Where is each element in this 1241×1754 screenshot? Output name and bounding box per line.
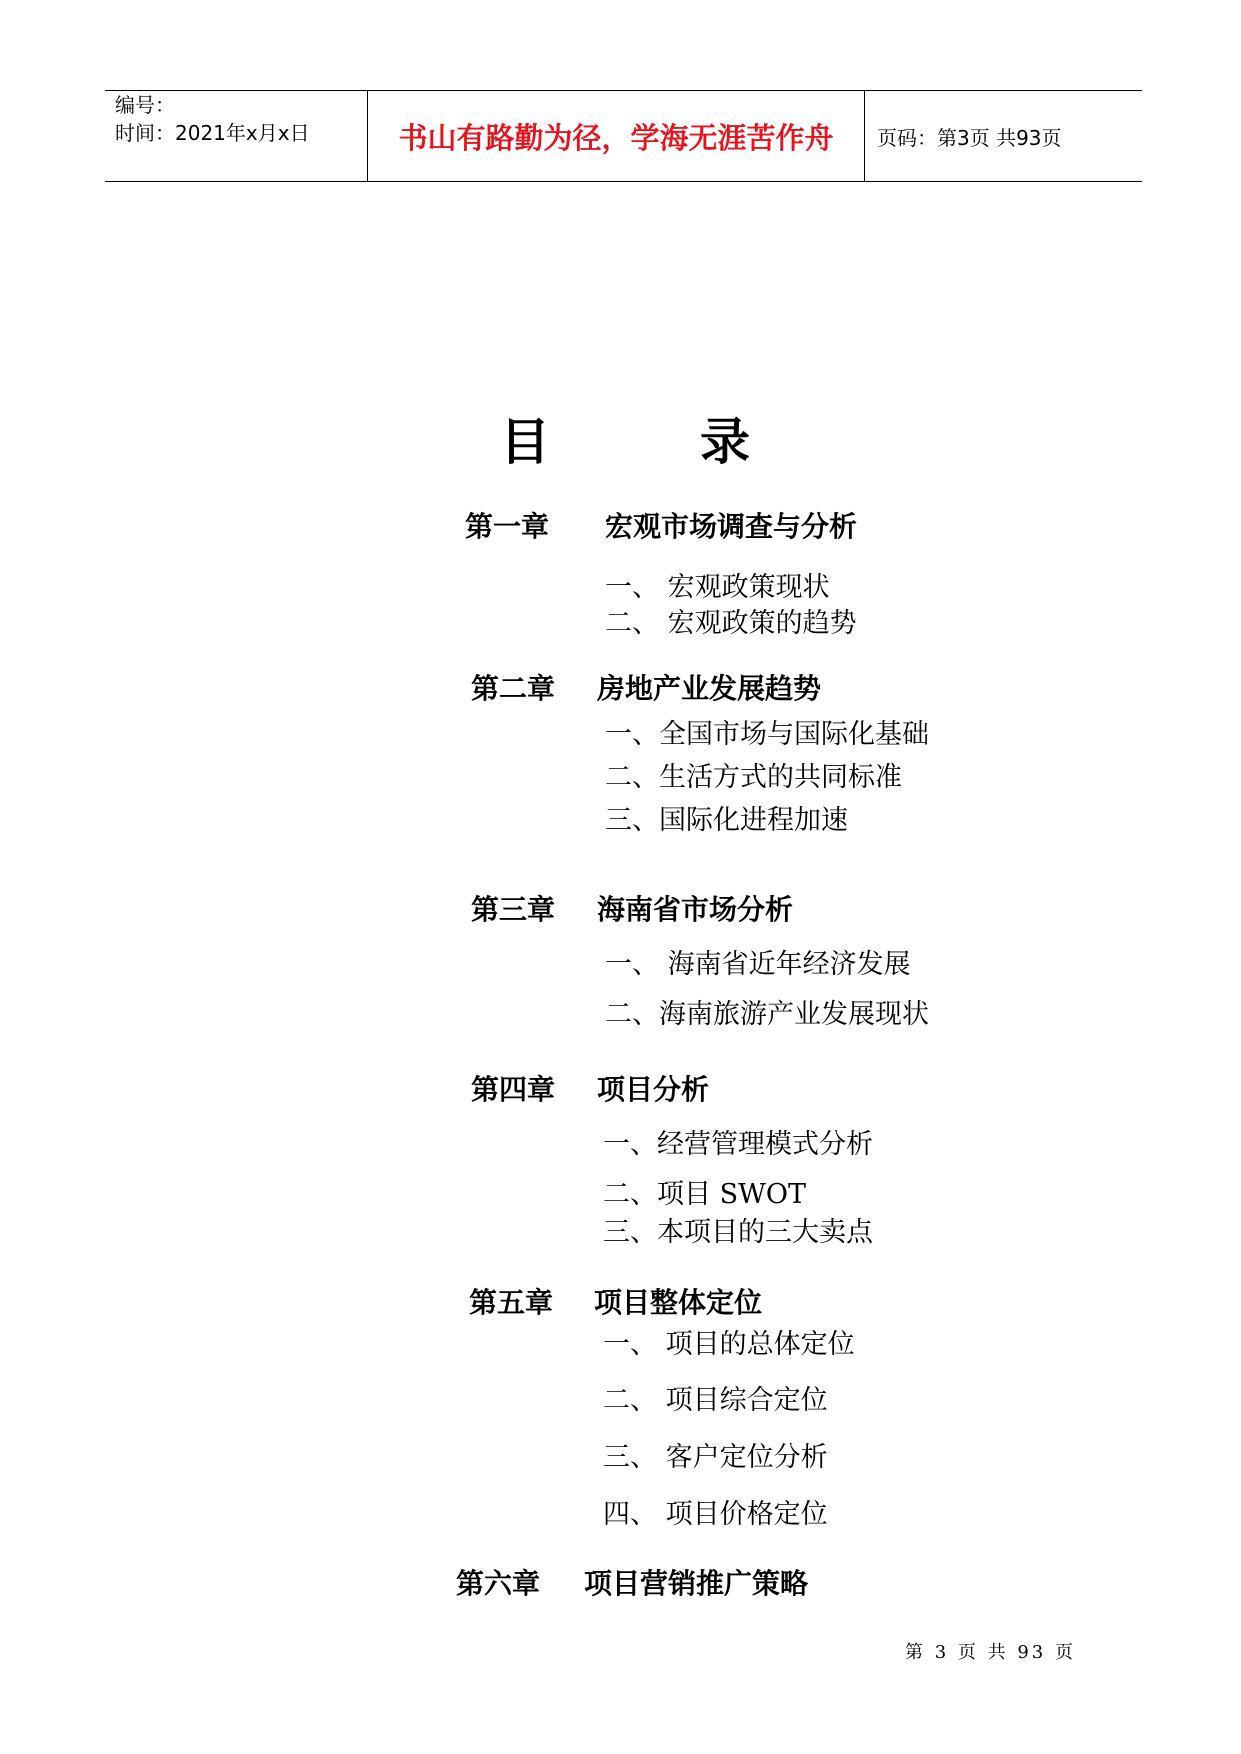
- chapter-3: [471, 888, 794, 928]
- chapter-2: [471, 667, 822, 707]
- chapter-1: [465, 505, 858, 545]
- chapter-6: [456, 1562, 809, 1602]
- chapter-2-item-2: 二、生活方式的共同标准: [605, 762, 902, 793]
- chapter-3-number: 第三章: [471, 893, 556, 926]
- chapter-2-item-3: 三、国际化进程加速: [605, 805, 848, 836]
- toc-title-part2: 录: [700, 413, 750, 471]
- chapter-5-item-4: 四、 项目价格定位: [603, 1499, 828, 1530]
- chapter-5-number: 第五章: [469, 1286, 554, 1319]
- chapter-3-name: 海南省市场分析: [597, 893, 794, 926]
- header-motto: 书山有路勤为径，学海无涯苦作舟: [368, 91, 865, 181]
- chapter-2-name: 房地产业发展趋势: [597, 672, 822, 705]
- chapter-1-name: 宏观市场调查与分析: [605, 510, 858, 543]
- chapter-4-number: 第四章: [471, 1073, 556, 1106]
- header-page-label: 页码：第3页 共93页: [877, 125, 1062, 150]
- chapter-5: [469, 1281, 763, 1321]
- chapter-3-item-2: 二、海南旅游产业发展现状: [605, 999, 929, 1030]
- document-number-label: 编号：: [115, 93, 175, 117]
- chapter-4-name: 项目分析: [597, 1073, 710, 1106]
- chapter-2-item-1: 一、全国市场与国际化基础: [605, 719, 929, 750]
- document-time-label: 时间：2021年x月x日: [115, 121, 310, 145]
- chapter-5-name: 项目整体定位: [594, 1286, 763, 1319]
- chapter-3-item-1: 一、 海南省近年经济发展: [605, 949, 911, 980]
- chapter-1-number: 第一章: [465, 510, 550, 543]
- chapter-2-number: 第二章: [471, 672, 556, 705]
- chapter-5-item-2: 二、 项目综合定位: [603, 1385, 828, 1416]
- chapter-1-item-1: 一、 宏观政策现状: [605, 572, 830, 603]
- chapter-6-number: 第六章: [456, 1567, 541, 1600]
- toc-title-part1: 目: [500, 413, 550, 471]
- chapter-4-item-2: 二、项目 SWOT: [603, 1179, 806, 1210]
- page-header: [105, 90, 1142, 182]
- chapter-5-item-1: 一、 项目的总体定位: [603, 1329, 855, 1360]
- header-meta: [105, 91, 368, 181]
- chapter-4: [471, 1068, 710, 1108]
- page-footer: 第 3 页 共 93 页: [905, 1642, 1076, 1663]
- chapter-1-item-2: 二、 宏观政策的趋势: [605, 608, 857, 639]
- chapter-5-item-3: 三、 客户定位分析: [603, 1442, 828, 1473]
- chapter-4-item-3: 三、本项目的三大卖点: [603, 1217, 873, 1248]
- chapter-4-item-1: 一、经营管理模式分析: [603, 1129, 873, 1160]
- chapter-6-name: 项目营销推广策略: [584, 1567, 809, 1600]
